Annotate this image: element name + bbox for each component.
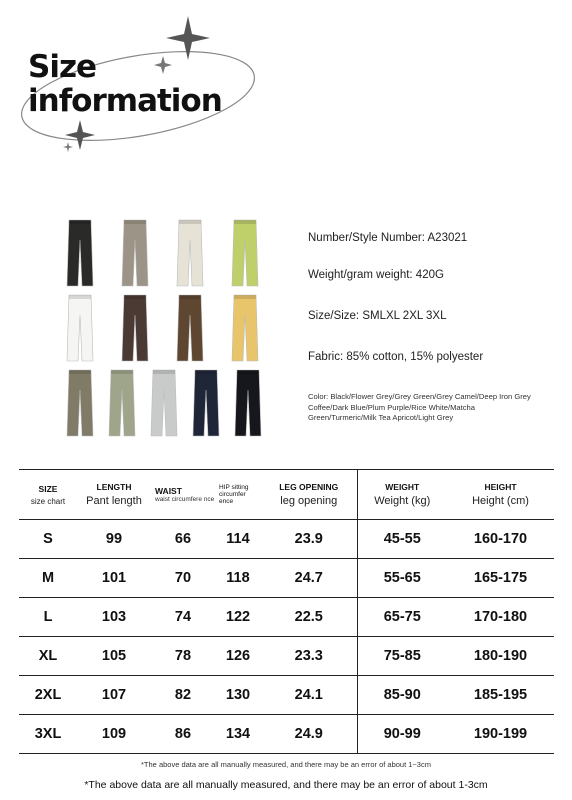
weight-cell: 90-99 — [357, 715, 447, 754]
header-weight: WEIGHT Weight (kg) — [357, 470, 447, 520]
leg-opening-cell: 23.3 — [261, 637, 357, 676]
weight-cell: 45-55 — [357, 520, 447, 559]
style-number: Number/Style Number: A23021 — [308, 232, 468, 244]
heading-line-1: Size — [28, 49, 97, 85]
pant-color-swatch — [60, 368, 100, 438]
pant-color-swatch — [144, 368, 184, 438]
waist-cell: 86 — [151, 715, 215, 754]
header-waist: WAIST waist circumfere nce — [151, 470, 215, 520]
length-cell: 103 — [77, 598, 151, 637]
sparkle-icon — [63, 142, 73, 152]
leg-opening-cell: 22.5 — [261, 598, 357, 637]
sparkle-icon — [65, 120, 95, 150]
table-row — [19, 637, 554, 676]
waist-cell: 66 — [151, 520, 215, 559]
weight-cell: 75-85 — [357, 637, 447, 676]
length-cell: 109 — [77, 715, 151, 754]
sparkle-icon — [166, 16, 210, 60]
color-list: Color: Black/Flower Grey/Grey Green/Grey Camel/Deep Iron Grey Coffee/Dark Blue/Plum Purple/Rice White/Matcha Green/Turmeric/Milk Tea Apricot/Light Grey — [308, 392, 531, 422]
header-leg-opening: LEG OPENING leg opening — [261, 470, 357, 520]
pant-color-swatch — [60, 293, 100, 363]
available-sizes: Size/Size: SMLXL 2XL 3XL — [308, 310, 447, 322]
pant-color-swatch — [115, 218, 155, 288]
table-header-row — [19, 470, 554, 520]
size-cell: 3XL — [19, 715, 77, 754]
pant-color-swatch — [102, 368, 142, 438]
length-cell: 105 — [77, 637, 151, 676]
waist-cell: 70 — [151, 559, 215, 598]
hip-cell: 134 — [215, 715, 261, 754]
fabric-composition: Fabric: 85% cotton, 15% polyester — [308, 351, 484, 363]
header-size: SIZE size chart — [19, 470, 77, 520]
hip-cell: 114 — [215, 520, 261, 559]
weight-cell: 65-75 — [357, 598, 447, 637]
hip-cell: 126 — [215, 637, 261, 676]
size-cell: XL — [19, 637, 77, 676]
pant-color-swatch — [186, 368, 226, 438]
pant-color-swatch — [225, 218, 265, 288]
table-row — [19, 520, 554, 559]
height-cell: 190-199 — [447, 715, 554, 754]
color-swatch-grid — [60, 218, 282, 440]
pant-color-swatch — [170, 293, 210, 363]
waist-cell: 74 — [151, 598, 215, 637]
pant-color-swatch — [228, 368, 268, 438]
height-cell: 160-170 — [447, 520, 554, 559]
heading-line-2: information — [28, 83, 222, 119]
size-information-heading — [18, 8, 258, 158]
weight-cell: 85-90 — [357, 676, 447, 715]
hip-cell: 130 — [215, 676, 261, 715]
hip-cell: 118 — [215, 559, 261, 598]
size-cell: S — [19, 520, 77, 559]
length-cell: 99 — [77, 520, 151, 559]
leg-opening-cell: 24.9 — [261, 715, 357, 754]
header-height: HEIGHT Height (cm) — [447, 470, 554, 520]
hip-cell: 122 — [215, 598, 261, 637]
gram-weight: Weight/gram weight: 420G — [308, 269, 444, 281]
pant-color-swatch — [170, 218, 210, 288]
weight-cell: 55-65 — [357, 559, 447, 598]
length-cell: 101 — [77, 559, 151, 598]
pant-color-swatch — [115, 293, 155, 363]
header-hip: HIP sitting circumfer ence — [215, 470, 261, 520]
size-chart-table — [19, 469, 554, 754]
measurement-note: *The above data are all manually measured, and there may be an error of about 1-3cm — [84, 779, 488, 791]
waist-cell: 82 — [151, 676, 215, 715]
leg-opening-cell: 24.7 — [261, 559, 357, 598]
measurement-note-small: *The above data are all manually measured, and there may be an error of about 1~3cm — [141, 760, 431, 769]
height-cell: 170-180 — [447, 598, 554, 637]
length-cell: 107 — [77, 676, 151, 715]
pant-color-swatch — [225, 293, 265, 363]
height-cell: 185-195 — [447, 676, 554, 715]
leg-opening-cell: 23.9 — [261, 520, 357, 559]
height-cell: 180-190 — [447, 637, 554, 676]
waist-cell: 78 — [151, 637, 215, 676]
table-row — [19, 559, 554, 598]
size-cell: M — [19, 559, 77, 598]
height-cell: 165-175 — [447, 559, 554, 598]
leg-opening-cell: 24.1 — [261, 676, 357, 715]
table-row — [19, 676, 554, 715]
size-cell: 2XL — [19, 676, 77, 715]
sparkle-icon — [154, 56, 172, 74]
table-row — [19, 598, 554, 637]
table-row — [19, 715, 554, 754]
size-cell: L — [19, 598, 77, 637]
header-length: LENGTH Pant length — [77, 470, 151, 520]
pant-color-swatch — [60, 218, 100, 288]
